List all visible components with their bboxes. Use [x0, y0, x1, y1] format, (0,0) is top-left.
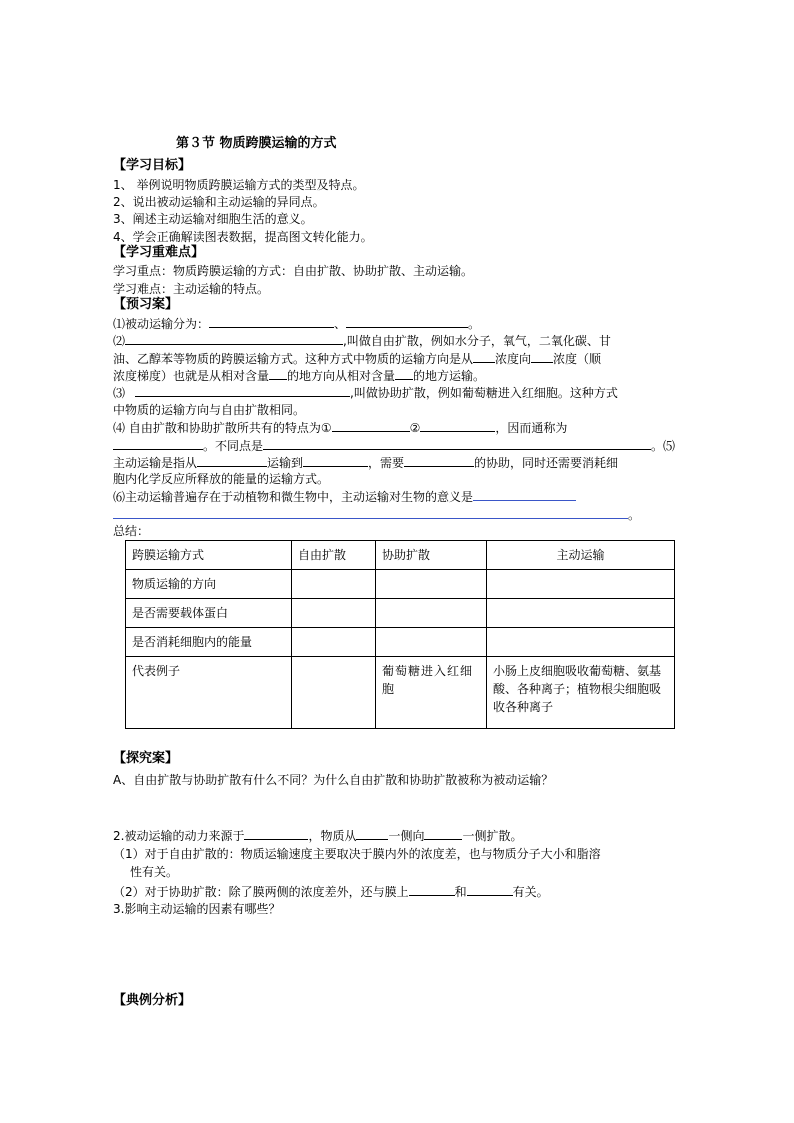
blank[interactable] [404, 454, 474, 467]
preview-q2: ⑵ ,叫做自由扩散，例如水分子，氧气，二氧化碳、甘 [113, 334, 611, 348]
table-cell: 代表例子 [126, 657, 292, 729]
explore-question-a: A、自由扩散与协助扩散有什么不同？为什么自由扩散和协助扩散被称为被动运输？ [113, 773, 554, 787]
table-cell[interactable] [376, 599, 487, 628]
blank[interactable] [356, 827, 388, 840]
preview-q3-line2: 中物质的运输方向与自由扩散相同。 [113, 403, 306, 417]
preview-q2-line2: 油、乙醇苯等物质的跨膜运输方式。这种方式中物质的运输方向是从 浓度向 浓度（顺 [113, 352, 602, 366]
explore-q3: 3.影响主动运输的因素有哪些？ [113, 902, 281, 916]
blank[interactable] [424, 827, 462, 840]
summary-label: 总结： [113, 524, 150, 538]
table-row [126, 570, 675, 599]
explore-heading: 【探究案】 [113, 751, 179, 766]
table-cell: 小肠上皮细胞吸收葡萄糖、氨基酸、各种离子；植物根尖细胞吸收各种离子 [487, 657, 675, 729]
table-header-cell: 自由扩散 [292, 541, 376, 570]
table-cell[interactable] [376, 570, 487, 599]
table-cell[interactable] [487, 628, 675, 657]
blank[interactable] [113, 437, 203, 450]
blank[interactable] [269, 367, 287, 380]
goal-item: 2、说出被动运输和主动运输的异同点。 [113, 195, 325, 209]
blank[interactable] [135, 384, 350, 397]
table-cell[interactable] [376, 628, 487, 657]
explore-sub1-line2: 性有关。 [130, 865, 179, 879]
table-cell[interactable] [292, 657, 376, 729]
table-cell[interactable] [487, 599, 675, 628]
blank[interactable] [209, 315, 334, 328]
table-header-row [126, 541, 675, 570]
preview-q5: 主动运输是指从 运输到 ，需要 的协助，同时还需要消耗细 [113, 456, 619, 470]
blank[interactable] [473, 350, 495, 363]
table-cell: 葡萄糖进入红细胞 [376, 657, 487, 729]
goals-heading: 【学习目标】 [113, 158, 192, 173]
explore-sub2: （2）对于协助扩散：除了膜两侧的浓度差外，还与膜上 和 有关。 [113, 885, 549, 899]
key-heading: 【学习重难点】 [113, 245, 205, 260]
blank[interactable] [531, 350, 553, 363]
goal-item: 3、阐述主动运输对细胞生活的意义。 [113, 212, 313, 226]
table-cell[interactable] [487, 570, 675, 599]
preview-q5-line2: 胞内化学反应所释放的能量的运输方式。 [113, 472, 330, 486]
table-row [126, 599, 675, 628]
table-header-cell: 跨膜运输方式 [126, 541, 292, 570]
blank[interactable] [473, 488, 576, 501]
table-cell: 是否需要载体蛋白 [126, 599, 292, 628]
examples-heading: 【典例分析】 [113, 993, 192, 1008]
blank[interactable] [125, 332, 343, 345]
preview-q6: ⑹主动运输普遍存在于动植物和微生物中，主动运输对生物的意义是 [113, 488, 576, 505]
summary-table [125, 540, 675, 729]
explore-sub1: （1）对于自由扩散的：物质运输速度主要取决于膜内外的浓度差，也与物质分子大小和脂溶 [113, 847, 601, 861]
preview-q6-line2: 。 [113, 506, 640, 523]
preview-q1: ⑴被动运输分为： 、 。 [113, 317, 481, 331]
preview-q4: ⑷ 自由扩散和协助扩散所共有的特点为① ② ，因而通称为 [113, 421, 568, 435]
blank[interactable] [263, 437, 651, 450]
table-cell: 是否消耗细胞内的能量 [126, 628, 292, 657]
explore-q2: 2.被动运输的动力来源于 ，物质从 一侧向 一侧扩散。 [113, 829, 523, 843]
table-cell[interactable] [292, 599, 376, 628]
goal-item: 4、学会正确解读图表数据，提高图文转化能力。 [113, 230, 373, 244]
blank[interactable] [244, 827, 308, 840]
table-row [126, 628, 675, 657]
key-focus: 学习重点：物质跨膜运输的方式：自由扩散、协助扩散、主动运输。 [113, 264, 474, 278]
preview-q4-line2: 。不同点是 。⑸ [113, 437, 675, 454]
table-cell[interactable] [292, 628, 376, 657]
preview-q2-line3: 浓度梯度）也就是从相对含量 的地方向从相对含量 的地方运输。 [113, 369, 486, 383]
table-header-cell: 协助扩散 [376, 541, 487, 570]
goal-item: 1、 举例说明物质跨膜运输方式的类型及特点。 [113, 178, 365, 192]
blank[interactable] [395, 367, 413, 380]
page-title: 第３节 物质跨膜运输的方式 [176, 136, 337, 151]
key-difficulty: 学习难点：主动运输的特点。 [113, 282, 270, 296]
blank[interactable] [332, 419, 410, 432]
preview-heading: 【预习案】 [113, 297, 179, 312]
blank[interactable] [113, 506, 628, 519]
table-cell[interactable] [292, 570, 376, 599]
blank[interactable] [420, 419, 495, 432]
table-row [126, 657, 675, 729]
blank[interactable] [409, 883, 455, 896]
blank[interactable] [467, 883, 513, 896]
table-header-cell: 主动运输 [487, 541, 675, 570]
table-cell: 物质运输的方向 [126, 570, 292, 599]
blank[interactable] [197, 454, 267, 467]
preview-q3: ⑶ ,叫做协助扩散，例如葡萄糖进入红细胞。这种方式 [113, 386, 618, 400]
blank[interactable] [346, 315, 468, 328]
blank[interactable] [303, 454, 368, 467]
